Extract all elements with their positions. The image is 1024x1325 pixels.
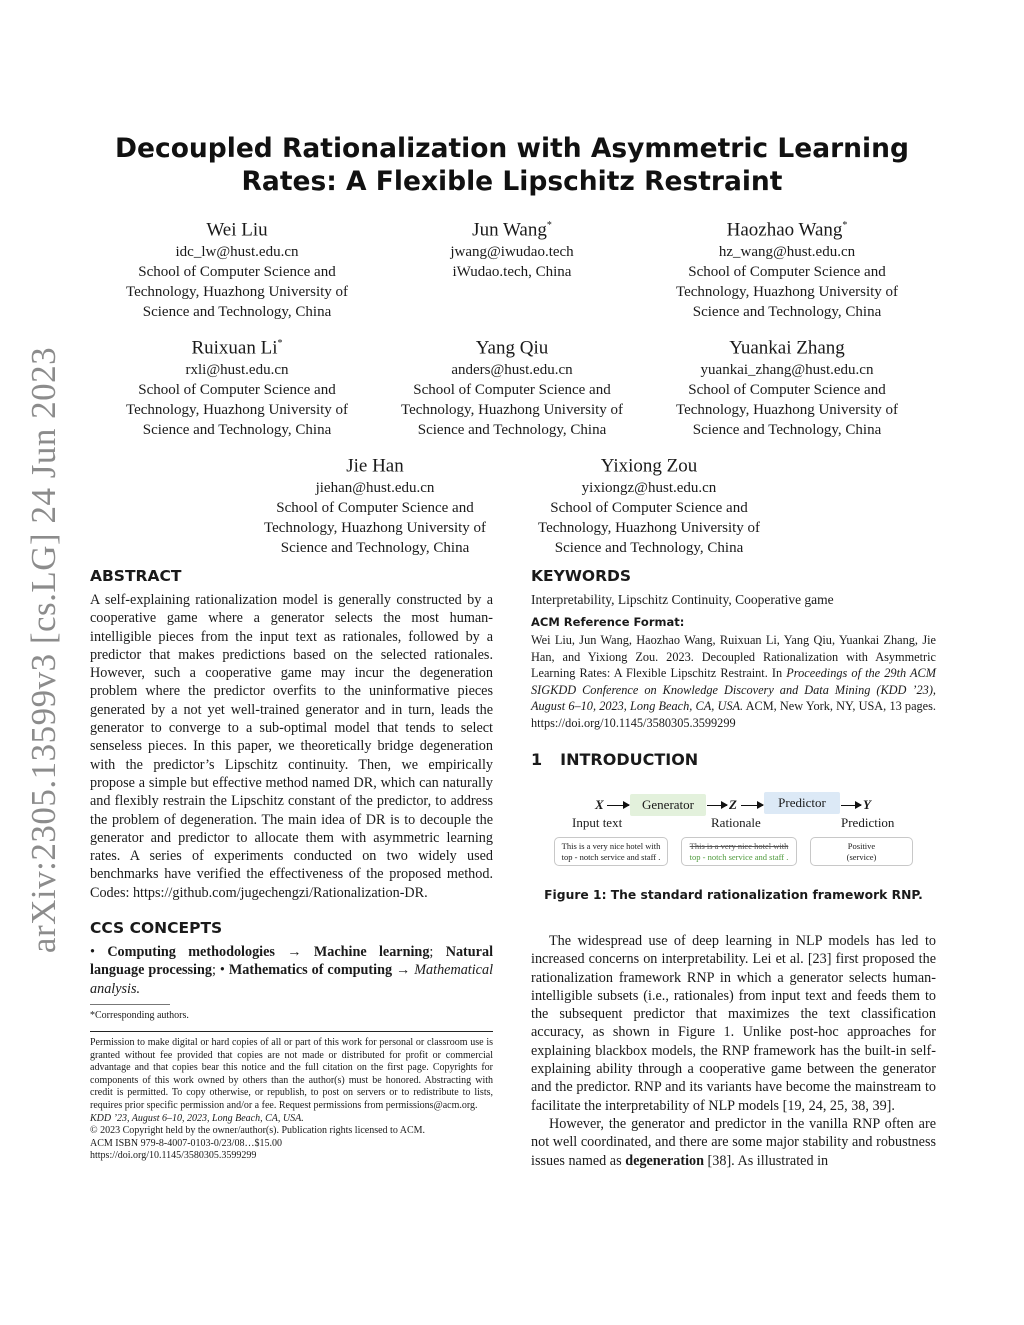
author-block xyxy=(519,450,779,558)
arxiv-stamp xyxy=(16,346,72,954)
author-affiliation: School of Computer Science and Technology, Huazhong University of Science and Technology, China xyxy=(675,264,899,321)
author-name: Ruixuan Li xyxy=(191,337,278,359)
predictor-node: Predictor xyxy=(764,792,840,814)
figure-x-label: X xyxy=(595,797,604,812)
author-name: Yuankai Zhang xyxy=(729,337,845,359)
acm-reference-heading: ACM Reference Format: xyxy=(531,615,685,629)
permission-rule xyxy=(90,1031,493,1032)
figure-arrow xyxy=(741,805,763,806)
abstract-text: A self-explaining rationalization model is generally constructed by a cooperative game where a generator selects the most human-intelligible pieces from the input text as rationales, followed by a predictor that makes predictions based on the selected rationales. However, such a cooperative game may incur the degeneration problem where the predictor overfits to the uninformative pieces generated by a not yet well-trained generator and in turn, leads the generator to converge to a sub-optimal model that tends to select senseless pieces. In this paper, we theoretically bridge degeneration with the predictor’s Lipschitz continuity. Then, we empirically propose a simple but effective method named DR, which can naturally and flexibly restrain the Lipschitz constant of the predictor, to address the problem of degeneration. The main idea of DR is to decouple the generator and predictor to allocate them with asymmetric learning rates. A series of experiments conducted on two widely used benchmarks have verified the effectiveness of the proposed method. Codes: https://github.com/jugechengzi/Rationalization-DR. xyxy=(90,592,493,901)
input-text-card: This is a very nice hotel with top - notch service and staff . xyxy=(554,837,668,866)
author-name: Yang Qiu xyxy=(475,337,549,359)
paper-title: Decoupled Rationalization with Asymmetric Learning Rates: A Flexible Lipschitz Restraint xyxy=(115,133,909,197)
keywords-heading: KEYWORDS xyxy=(531,567,632,585)
figure-z-label: Z xyxy=(729,797,737,812)
author-name: Wei Liu xyxy=(206,219,268,241)
acm-reference xyxy=(531,615,936,732)
intro-paragraph-1: The widespread use of deep learning in NLP models has led to increased concerns on interpretability. Lei et al. [23] first proposed the rationalization framework RNP in which a generator selects human-intelligible subsets (i.e., rationales) from input text and feeds them to the subsequent predictor that maximizes the text classification accuracy, as shown in Figure 1. Unlike post-hoc approaches for explaining blackbox models, the RNP framework has the built-in self-explaining ability through a cooperative game between the generator and the predictor. RNP and its variants have become the mainstream to facilitate the interpretability of NLP models [19, 24, 25, 38, 39]. xyxy=(531,933,936,1114)
author-affiliation: School of Computer Science and Technology, Huazhong University of Science and Technology, China xyxy=(125,264,349,321)
isbn-line: ACM ISBN 979-8-4007-0103-0/23/08…$15.00 xyxy=(90,1137,282,1149)
keywords-section xyxy=(531,566,936,609)
intro-paragraph-2: However, the generator and predictor in the vanilla RNP often are not well coordinated, and there are some major stability and robustness issues named as degeneration [38]. As illustrated in xyxy=(531,1115,936,1169)
author-email: anders@hust.edu.cn xyxy=(451,362,573,379)
author-email: rxli@hust.edu.cn xyxy=(185,362,289,379)
intro-heading-text: INTRODUCTION xyxy=(560,750,699,769)
author-block xyxy=(657,332,917,440)
author-name: Jie Han xyxy=(346,455,404,477)
author-block xyxy=(382,332,642,440)
ccs-text: • Computing methodologies → Machine learning; Natural language processing; • Mathematics of computing → Mathematical analysis. xyxy=(90,944,494,997)
author-affiliation: School of Computer Science and Technology, Huazhong University of Science and Technology, China xyxy=(537,500,761,557)
author-block xyxy=(245,450,505,558)
rationale-card: This is a very nice hotel with top - notch service and staff . xyxy=(681,837,797,866)
author-block: Haozhao Wang* hz_wang@hust.edu.cn School of Computer Science and Technology, Huazhong University of Science and Technology, China xyxy=(657,214,917,322)
prediction-card: Positive (service) xyxy=(810,837,913,866)
ccs-heading: CCS CONCEPTS xyxy=(90,919,223,937)
author-block: Jun Wang* jwang@iwudao.tech iWudao.tech, China xyxy=(382,214,642,282)
author-affiliation: School of Computer Science and Technology, Huazhong University of Science and Technology, China xyxy=(675,382,899,439)
ccs-section xyxy=(90,918,493,998)
permission-block xyxy=(90,1037,493,1163)
author-affiliation: iWudao.tech, China xyxy=(452,264,572,281)
abstract-heading: ABSTRACT xyxy=(90,567,182,585)
permission-text: Permission to make digital or hard copies of all or part of this work for personal or classroom use is granted without fee provided that copies are not made or distributed for profit or commercial advantage and that copies bear this notice and the full citation on the first page. Copyrights for components of this work owned by others than the author(s) must be honored. Abstracting with credit is permitted. To copy otherwise, or republish, to post on servers or to redistribute to lists, requires prior specific permission and/or a fee. Request permissions from permissions@acm.org. xyxy=(90,1037,493,1111)
author-name: Yixiong Zou xyxy=(600,455,698,477)
author-email: jiehan@hust.edu.cn xyxy=(315,480,435,497)
author-affiliation: School of Computer Science and Technology, Huazhong University of Science and Technology, China xyxy=(125,382,349,439)
footnote-rule xyxy=(90,1004,170,1005)
author-email: idc_lw@hust.edu.cn xyxy=(175,244,299,261)
author-name: Haozhao Wang xyxy=(726,219,843,241)
author-email: hz_wang@hust.edu.cn xyxy=(718,244,856,261)
author-affiliation: School of Computer Science and Technology, Huazhong University of Science and Technology, China xyxy=(400,382,624,439)
arxiv-stamp-text: arXiv:2305.13599v3 [cs.LG] 24 Jun 2023 xyxy=(24,346,63,954)
keywords-text: Interpretability, Lipschitz Continuity, Cooperative game xyxy=(531,592,834,607)
figure-arrow xyxy=(841,805,861,806)
figure-1-caption xyxy=(531,886,936,904)
rationale-label: Rationale xyxy=(711,815,761,830)
intro-heading xyxy=(531,750,936,770)
copyright-line: © 2023 Copyright held by the owner/author(s). Publication rights licensed to ACM. xyxy=(90,1125,426,1137)
figure-arrow xyxy=(707,805,727,806)
figure-caption-text: Figure 1: The standard rationalization framework RNP. xyxy=(544,888,923,902)
author-block xyxy=(107,214,367,322)
input-text-label: Input text xyxy=(572,815,623,830)
generator-node: Generator xyxy=(630,794,706,816)
abstract-section xyxy=(90,566,493,902)
author-name: Jun Wang xyxy=(472,219,547,241)
acm-reference-text: Wei Liu, Jun Wang, Haozhao Wang, Ruixuan Li, Yang Qiu, Yuankai Zhang, Jie Han, and Yixiong Zou. 2023. Decoupled Rationalization with Asymmetric Learning Rates: A Flexible Lipschitz Restraint. In Proceedings of the 29th ACM SIGKDD Conference on Knowledge Discovery and Data Mining (KDD ’23), August 6–10, 2023, Long Beach, CA, USA. ACM, New York, NY, USA, 13 pages. https://doi.org/10.1145/3580305.3599299 xyxy=(531,633,936,730)
author-affiliation: School of Computer Science and Technology, Huazhong University of Science and Technology, China xyxy=(263,500,487,557)
doi-link[interactable]: https://doi.org/10.1145/3580305.3599299 xyxy=(90,1150,257,1162)
venue-line: KDD ’23, August 6–10, 2023, Long Beach, CA, USA. xyxy=(90,1112,304,1124)
author-email: yuankai_zhang@hust.edu.cn xyxy=(700,362,874,379)
intro-heading-num: 1 xyxy=(531,750,543,769)
author-email: jwang@iwudao.tech xyxy=(450,244,574,261)
figure-1 xyxy=(531,790,936,870)
figure-arrow xyxy=(607,805,629,806)
footnote: *Corresponding authors. xyxy=(90,1010,189,1021)
intro-body xyxy=(531,932,936,1170)
prediction-label: Prediction xyxy=(841,815,895,830)
figure-y-label: Y xyxy=(863,797,871,812)
author-email: yixiongz@hust.edu.cn xyxy=(581,480,717,497)
author-block: Ruixuan Li* rxli@hust.edu.cn School of Computer Science and Technology, Huazhong University of Science and Technology, China xyxy=(107,332,367,440)
